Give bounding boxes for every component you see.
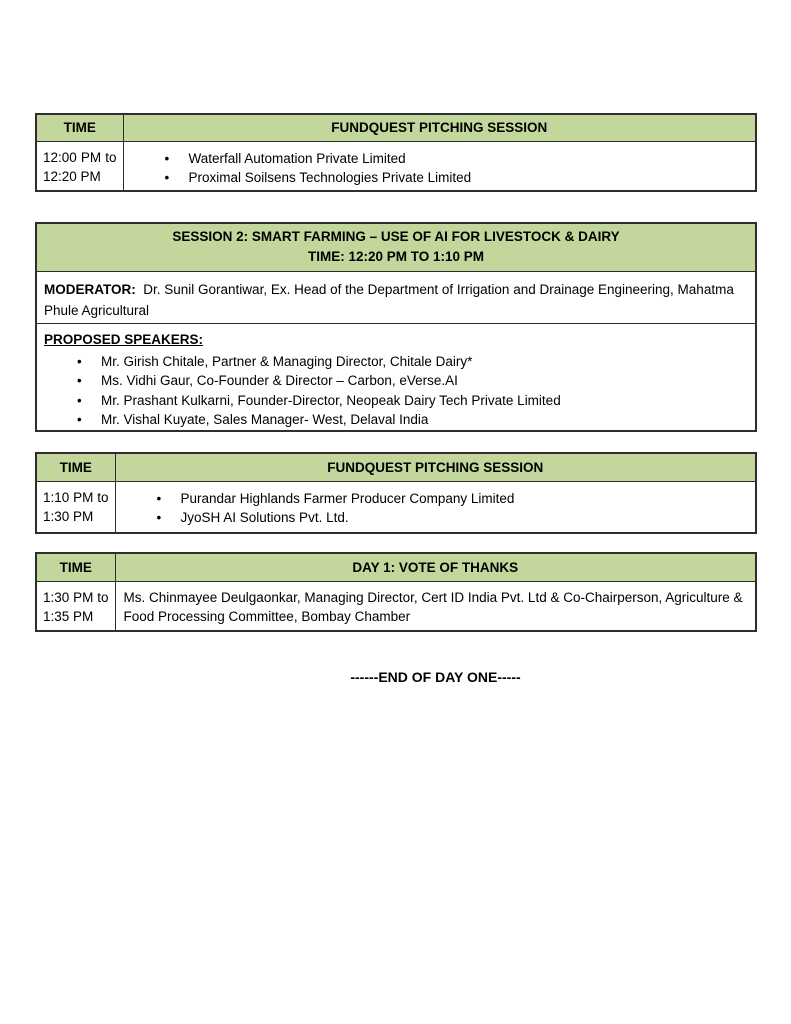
time-text: 1:10 PM to bbox=[43, 489, 109, 505]
session-time: TIME: 12:20 PM TO 1:10 PM bbox=[307, 249, 485, 265]
list-item: • Ms. Vidhi Gaur, Co-Founder & Director – Carbon, eVerse.AI bbox=[101, 371, 747, 391]
time-text: 1:30 PM to bbox=[43, 589, 109, 605]
pitching-table-2 bbox=[35, 452, 757, 534]
moderator-text: Dr. Sunil Gorantiwar, Ex. Head of the Department of Irrigation and Drainage Engineering, Mahatma Phule Agricultural bbox=[44, 281, 734, 318]
list-item: • Purandar Highlands Farmer Producer Company Limited bbox=[181, 489, 748, 509]
session-cell bbox=[123, 141, 756, 191]
time-column-header: TIME bbox=[36, 114, 123, 141]
table-row bbox=[36, 481, 756, 533]
end-of-day-text: ------END OF DAY ONE----- bbox=[350, 669, 521, 685]
company-list bbox=[132, 149, 748, 188]
session-column-header: FUNDQUEST PITCHING SESSION bbox=[115, 453, 756, 481]
vote-of-thanks-table bbox=[35, 552, 757, 632]
time-cell bbox=[36, 581, 115, 631]
speakers-cell bbox=[36, 323, 756, 431]
list-item: • Proximal Soilsens Technologies Private Limited bbox=[189, 168, 748, 188]
session-title: SESSION 2: SMART FARMING – USE OF AI FOR LIVESTOCK & DAIRY bbox=[172, 229, 620, 245]
company-list bbox=[124, 489, 748, 528]
session2-table bbox=[35, 222, 757, 432]
list-item: • JyoSH AI Solutions Pvt. Ltd. bbox=[181, 508, 748, 528]
table-header-row bbox=[36, 114, 756, 141]
time-text: 12:00 PM to bbox=[43, 149, 117, 165]
list-item: • Mr. Vishal Kuyate, Sales Manager- West, Delaval India bbox=[101, 410, 747, 430]
moderator-row bbox=[36, 271, 756, 323]
speakers-row bbox=[36, 323, 756, 431]
vote-text-cell: Ms. Chinmayee Deulgaonkar, Managing Director, Cert ID India Pvt. Ltd & Co-Chairperson, Agriculture & Food Processing Committee, Bombay Chamber bbox=[115, 581, 756, 631]
time-cell bbox=[36, 141, 123, 191]
time-cell bbox=[36, 481, 115, 533]
session-column-header: DAY 1: VOTE OF THANKS bbox=[115, 553, 756, 581]
time-column-header: TIME bbox=[36, 453, 115, 481]
list-item: • Mr. Girish Chitale, Partner & Managing Director, Chitale Dairy* bbox=[101, 352, 747, 372]
time-text: 1:35 PM bbox=[43, 608, 94, 624]
speakers-list bbox=[44, 352, 747, 430]
session-title-cell bbox=[36, 223, 756, 271]
pitching-table-1 bbox=[35, 113, 757, 192]
moderator-cell bbox=[36, 271, 756, 323]
speakers-label: PROPOSED SPEAKERS: bbox=[44, 331, 204, 347]
list-item: • Waterfall Automation Private Limited bbox=[189, 149, 748, 169]
table-row bbox=[36, 141, 756, 191]
time-text: 12:20 PM bbox=[43, 168, 101, 184]
session-column-header: FUNDQUEST PITCHING SESSION bbox=[123, 114, 756, 141]
moderator-label: MODERATOR: bbox=[44, 281, 136, 297]
table-header-row bbox=[36, 453, 756, 481]
table-row bbox=[36, 581, 756, 631]
table-header-row bbox=[36, 553, 756, 581]
time-column-header: TIME bbox=[36, 553, 115, 581]
session-title-row bbox=[36, 223, 756, 271]
list-item: • Mr. Prashant Kulkarni, Founder-Director, Neopeak Dairy Tech Private Limited bbox=[101, 391, 747, 411]
time-text: 1:30 PM bbox=[43, 508, 94, 524]
session-cell bbox=[115, 481, 756, 533]
